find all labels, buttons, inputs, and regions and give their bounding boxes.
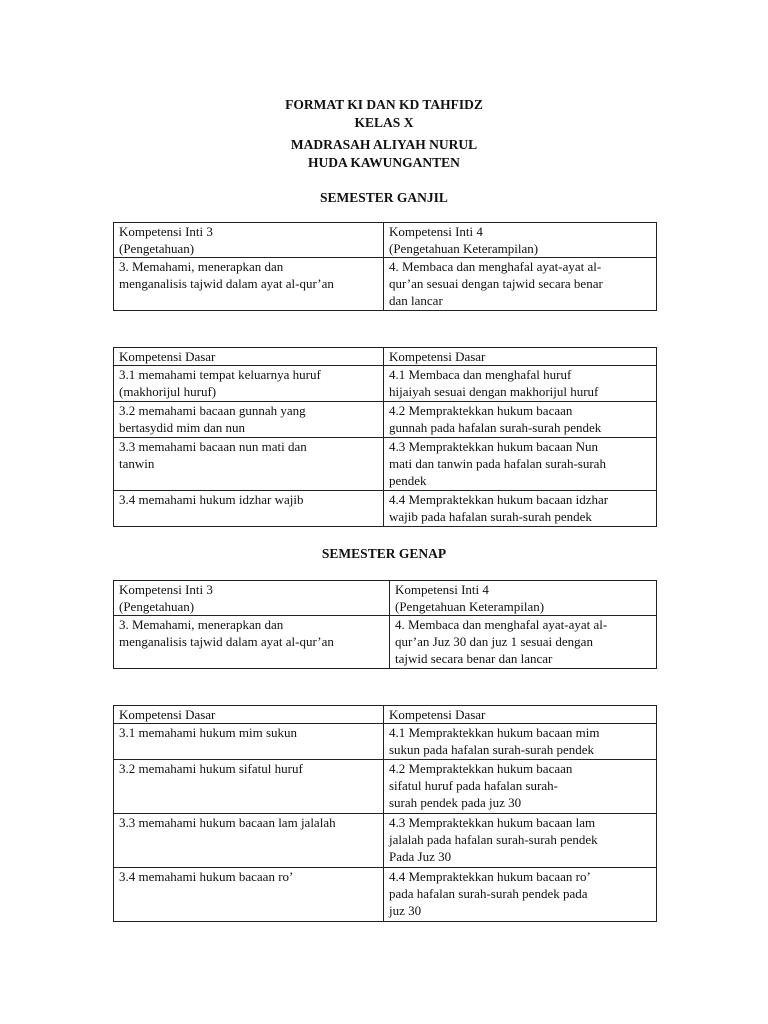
table-header-row xyxy=(114,706,657,724)
cell-text: gunnah pada hafalan surah-surah pendek xyxy=(389,420,602,435)
cell-text: 3. Memahami, menerapkan dan xyxy=(119,259,284,274)
cell-text: tanwin xyxy=(119,456,155,471)
genap-kd-table xyxy=(113,705,657,922)
table-header-cell xyxy=(114,581,390,616)
cell-text: sifatul huruf pada hafalan surah- xyxy=(389,778,558,793)
cell-text: mati dan tanwin pada hafalan surah-surah xyxy=(389,456,606,471)
table-row xyxy=(114,760,657,814)
cell-text: 4.2 Mempraktekkan hukum bacaan xyxy=(389,403,573,418)
table-header-cell xyxy=(384,706,657,724)
cell-text: 3.4 memahami hukum bacaan ro’ xyxy=(119,869,294,884)
ganjil-ki-table xyxy=(113,222,657,311)
table-header-cell xyxy=(114,348,384,366)
cell-text: 4.4 Mempraktekkan hukum bacaan ro’ xyxy=(389,869,591,884)
table-cell xyxy=(114,760,384,814)
school-line-1: MADRASAH ALIYAH NURUL xyxy=(290,137,478,152)
table-row xyxy=(114,724,657,760)
header-text: Kompetensi Dasar xyxy=(389,707,486,722)
cell-text: sukun pada hafalan surah-surah pendek xyxy=(389,742,595,757)
semester-ganjil-heading: SEMESTER GANJIL xyxy=(320,190,448,205)
table-row xyxy=(114,616,657,669)
cell-text: 4.3 Mempraktekkan hukum bacaan lam xyxy=(389,815,596,830)
header-text: Kompetensi Inti 3 xyxy=(119,582,213,597)
cell-text: bertasydid mim dan nun xyxy=(119,420,246,435)
header-text: (Pengetahuan) xyxy=(119,599,195,614)
cell-text: tajwid secara benar dan lancar xyxy=(395,651,553,666)
table-row xyxy=(114,366,657,402)
table-header-cell xyxy=(114,223,384,258)
title-line-1: FORMAT KI DAN KD TAHFIDZ xyxy=(285,97,483,112)
cell-text: 3.3 memahami hukum bacaan lam jalalah xyxy=(119,815,336,830)
document-title xyxy=(0,96,768,132)
cell-text: 3.4 memahami hukum idzhar wajib xyxy=(119,492,304,507)
cell-text: 4.4 Mempraktekkan hukum bacaan idzhar xyxy=(389,492,609,507)
table-cell xyxy=(384,366,657,402)
table-cell xyxy=(114,868,384,922)
cell-text: 3.3 memahami bacaan nun mati dan xyxy=(119,439,307,454)
table-cell xyxy=(114,491,384,527)
cell-text: 3. Memahami, menerapkan dan xyxy=(119,617,284,632)
table-cell xyxy=(390,616,657,669)
cell-text: menganalisis tajwid dalam ayat al-qur’an xyxy=(119,276,334,291)
cell-text: 4.3 Mempraktekkan hukum bacaan Nun xyxy=(389,439,599,454)
table-cell xyxy=(384,491,657,527)
table-header-row xyxy=(114,581,657,616)
table-cell xyxy=(114,814,384,868)
cell-text: Pada Juz 30 xyxy=(389,849,452,864)
cell-text: 3.1 memahami hukum mim sukun xyxy=(119,725,298,740)
cell-text: qur’an Juz 30 dan juz 1 sesuai dengan xyxy=(395,634,593,649)
table-cell xyxy=(114,724,384,760)
table-row xyxy=(114,402,657,438)
table-row xyxy=(114,814,657,868)
header-text: Kompetensi Dasar xyxy=(119,707,216,722)
table-cell xyxy=(384,760,657,814)
cell-text: dan lancar xyxy=(389,293,443,308)
table-header-row xyxy=(114,223,657,258)
header-text: (Pengetahuan) xyxy=(119,241,195,256)
table-cell xyxy=(384,402,657,438)
table-cell xyxy=(384,724,657,760)
cell-text: 3.2 memahami hukum sifatul huruf xyxy=(119,761,303,776)
table-cell xyxy=(384,438,657,491)
ganjil-kd-table xyxy=(113,347,657,527)
cell-text: juz 30 xyxy=(389,903,422,918)
cell-text: 3.1 memahami tempat keluarnya huruf xyxy=(119,367,321,382)
cell-text: surah pendek pada juz 30 xyxy=(389,795,522,810)
header-text: (Pengetahuan Keterampilan) xyxy=(389,241,539,256)
table-cell xyxy=(114,258,384,311)
cell-text: pendek xyxy=(389,473,427,488)
header-text: Kompetensi Inti 3 xyxy=(119,224,213,239)
table-row xyxy=(114,491,657,527)
table-row xyxy=(114,258,657,311)
cell-text: 3.2 memahami bacaan gunnah yang xyxy=(119,403,306,418)
table-header-cell xyxy=(114,706,384,724)
cell-text: 4. Membaca dan menghafal ayat-ayat al- xyxy=(389,259,602,274)
table-header-row xyxy=(114,348,657,366)
cell-text: (makhorijul huruf) xyxy=(119,384,217,399)
cell-text: 4.1 Mempraktekkan hukum bacaan mim xyxy=(389,725,600,740)
table-cell xyxy=(114,402,384,438)
table-cell xyxy=(114,438,384,491)
semester-genap-heading: SEMESTER GENAP xyxy=(321,546,447,561)
cell-text: jalalah pada hafalan surah-surah pendek xyxy=(389,832,598,847)
cell-text: 4.2 Mempraktekkan hukum bacaan xyxy=(389,761,573,776)
table-cell xyxy=(114,366,384,402)
header-text: Kompetensi Dasar xyxy=(119,349,216,364)
title-line-2: KELAS X xyxy=(354,115,414,130)
table-row xyxy=(114,868,657,922)
cell-text: pada hafalan surah-surah pendek pada xyxy=(389,886,588,901)
table-cell xyxy=(114,616,390,669)
header-text: Kompetensi Inti 4 xyxy=(395,582,489,597)
header-text: (Pengetahuan Keterampilan) xyxy=(395,599,545,614)
school-line-2: HUDA KAWUNGANTEN xyxy=(308,155,460,170)
table-row xyxy=(114,438,657,491)
table-header-cell xyxy=(390,581,657,616)
cell-text: 4. Membaca dan menghafal ayat-ayat al- xyxy=(395,617,608,632)
cell-text: hijaiyah sesuai dengan makhorijul huruf xyxy=(389,384,599,399)
header-text: Kompetensi Dasar xyxy=(389,349,486,364)
header-text: Kompetensi Inti 4 xyxy=(389,224,483,239)
genap-ki-table xyxy=(113,580,657,669)
cell-text: wajib pada hafalan surah-surah pendek xyxy=(389,509,592,524)
cell-text: qur’an sesuai dengan tajwid secara benar xyxy=(389,276,603,291)
cell-text: menganalisis tajwid dalam ayat al-qur’an xyxy=(119,634,334,649)
table-cell xyxy=(384,868,657,922)
table-header-cell xyxy=(384,223,657,258)
table-cell xyxy=(384,814,657,868)
cell-text: 4.1 Membaca dan menghafal huruf xyxy=(389,367,572,382)
table-header-cell xyxy=(384,348,657,366)
school-name xyxy=(0,136,768,172)
table-cell xyxy=(384,258,657,311)
